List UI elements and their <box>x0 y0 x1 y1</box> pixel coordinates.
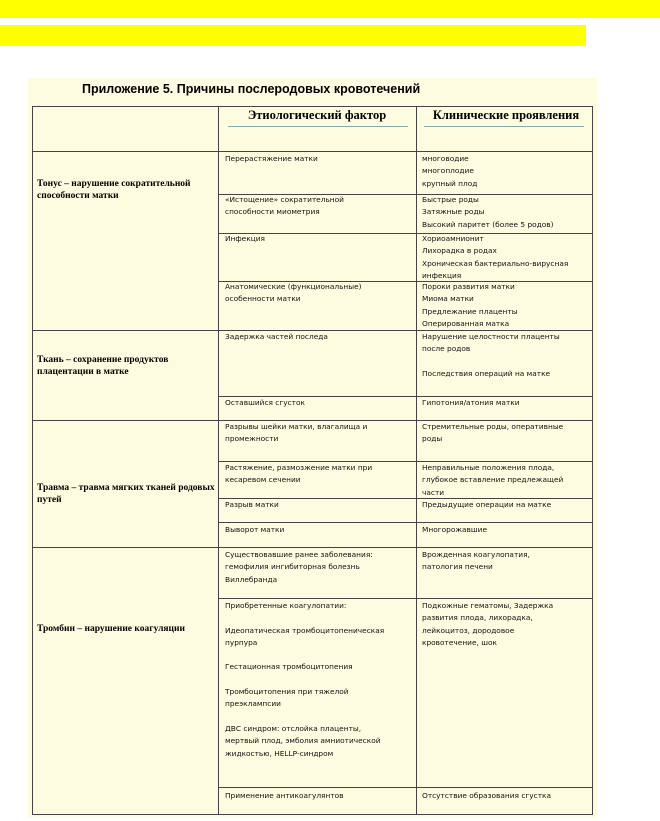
factor-cell: «Истощение» сократительной способности миометрия <box>225 195 344 217</box>
factor-cell: Приобретенные коагулопатии: Идеопатическая тромбоцитопеническая пурпура Гестационная тромбоцитопения Тромбоцитопения при тяжелой преэклампсии ДВС синдром: отслойка плаценты, мертвый плод, эмболия амниотической жидкостью, HELLP-синдром <box>225 601 385 758</box>
factor-cell: Существовавшие ранее заболевания: гемофилия ингибиторная болезнь Виллебранда <box>225 550 373 584</box>
row-line <box>218 522 593 523</box>
factor-cell: Оставшийся сгусток <box>225 398 305 407</box>
column-header-factor: Этиологический фактор <box>247 108 387 122</box>
clinical-cell: Хориоамнионит Лихорадка в родах Хроническая бактериально-вирусная инфекция <box>422 234 569 280</box>
factor-cell: Инфекция <box>225 234 265 243</box>
factor-cell: Анатомические (функциональные) особенности матки <box>225 282 362 304</box>
table-border-bottom <box>32 814 593 815</box>
header-underline <box>228 126 408 127</box>
category-tonus: Тонус – нарушение сократительной способности матки <box>37 179 191 201</box>
table-border-left <box>32 106 33 815</box>
factor-cell: Разрывы шейки матки, влагалища и промежности <box>225 422 368 444</box>
clinical-cell: Подкожные гематомы, Задержка развития плода, лихорадка, лейкоцитоз, дородовое кровотечение, шок <box>422 601 554 647</box>
header-bottom-line <box>32 151 593 152</box>
clinical-cell: Отсутствие образования сгустка <box>422 791 552 800</box>
factor-cell: Растяжение, размозжение матки при кесаревом сечении <box>225 463 373 485</box>
factor-cell: Разрыв матки <box>225 500 279 509</box>
clinical-cell: Многорожавшие <box>422 525 488 534</box>
table-border-top <box>32 106 593 107</box>
highlight-bar-second <box>0 25 586 46</box>
clinical-cell: Нарушение целостности плаценты после родов Последствия операций на матке <box>422 332 560 378</box>
factor-cell: Выворот матки <box>225 525 285 534</box>
document-page <box>28 78 597 818</box>
clinical-cell: Предыдущие операции на матке <box>422 500 552 509</box>
clinical-cell: Пороки развития матки Миома матки Предлежание плаценты Оперированная матка <box>422 282 518 328</box>
clinical-cell: Гипотония/атония матки <box>422 398 520 407</box>
highlight-bar-top <box>0 0 660 18</box>
clinical-cell: Врожденная коагулопатия, патология печени <box>422 550 530 572</box>
clinical-cell: многоводие многоплодие крупный плод <box>422 154 478 188</box>
factor-cell: Применение антикоагулянтов <box>225 791 344 800</box>
group-line <box>32 547 593 548</box>
category-tissue: Ткань – сохранение продуктов плацентации в матке <box>37 355 169 377</box>
document-title: Приложение 5. Причины послеродовых кровотечений <box>82 82 421 96</box>
clinical-cell: Стремительные роды, оперативные роды <box>422 422 564 444</box>
factor-cell: Перерастяжение матки <box>225 154 318 163</box>
header-underline <box>424 126 584 127</box>
clinical-cell: Быстрые роды Затяжные роды Высокий паритет (более 5 родов) <box>422 195 554 229</box>
factor-cell: Задержка частей последа <box>225 332 328 341</box>
category-trauma: Травма – травма мягких тканей родовых путей <box>37 483 215 505</box>
row-line <box>218 598 593 599</box>
column-header-clinical: Клинические проявления <box>432 108 580 122</box>
row-line <box>218 787 593 788</box>
category-thrombin: Тромбин – нарушение коагуляции <box>37 624 185 634</box>
clinical-cell: Неправильные положения плода, глубокое вставление предлежащей части <box>422 463 564 497</box>
